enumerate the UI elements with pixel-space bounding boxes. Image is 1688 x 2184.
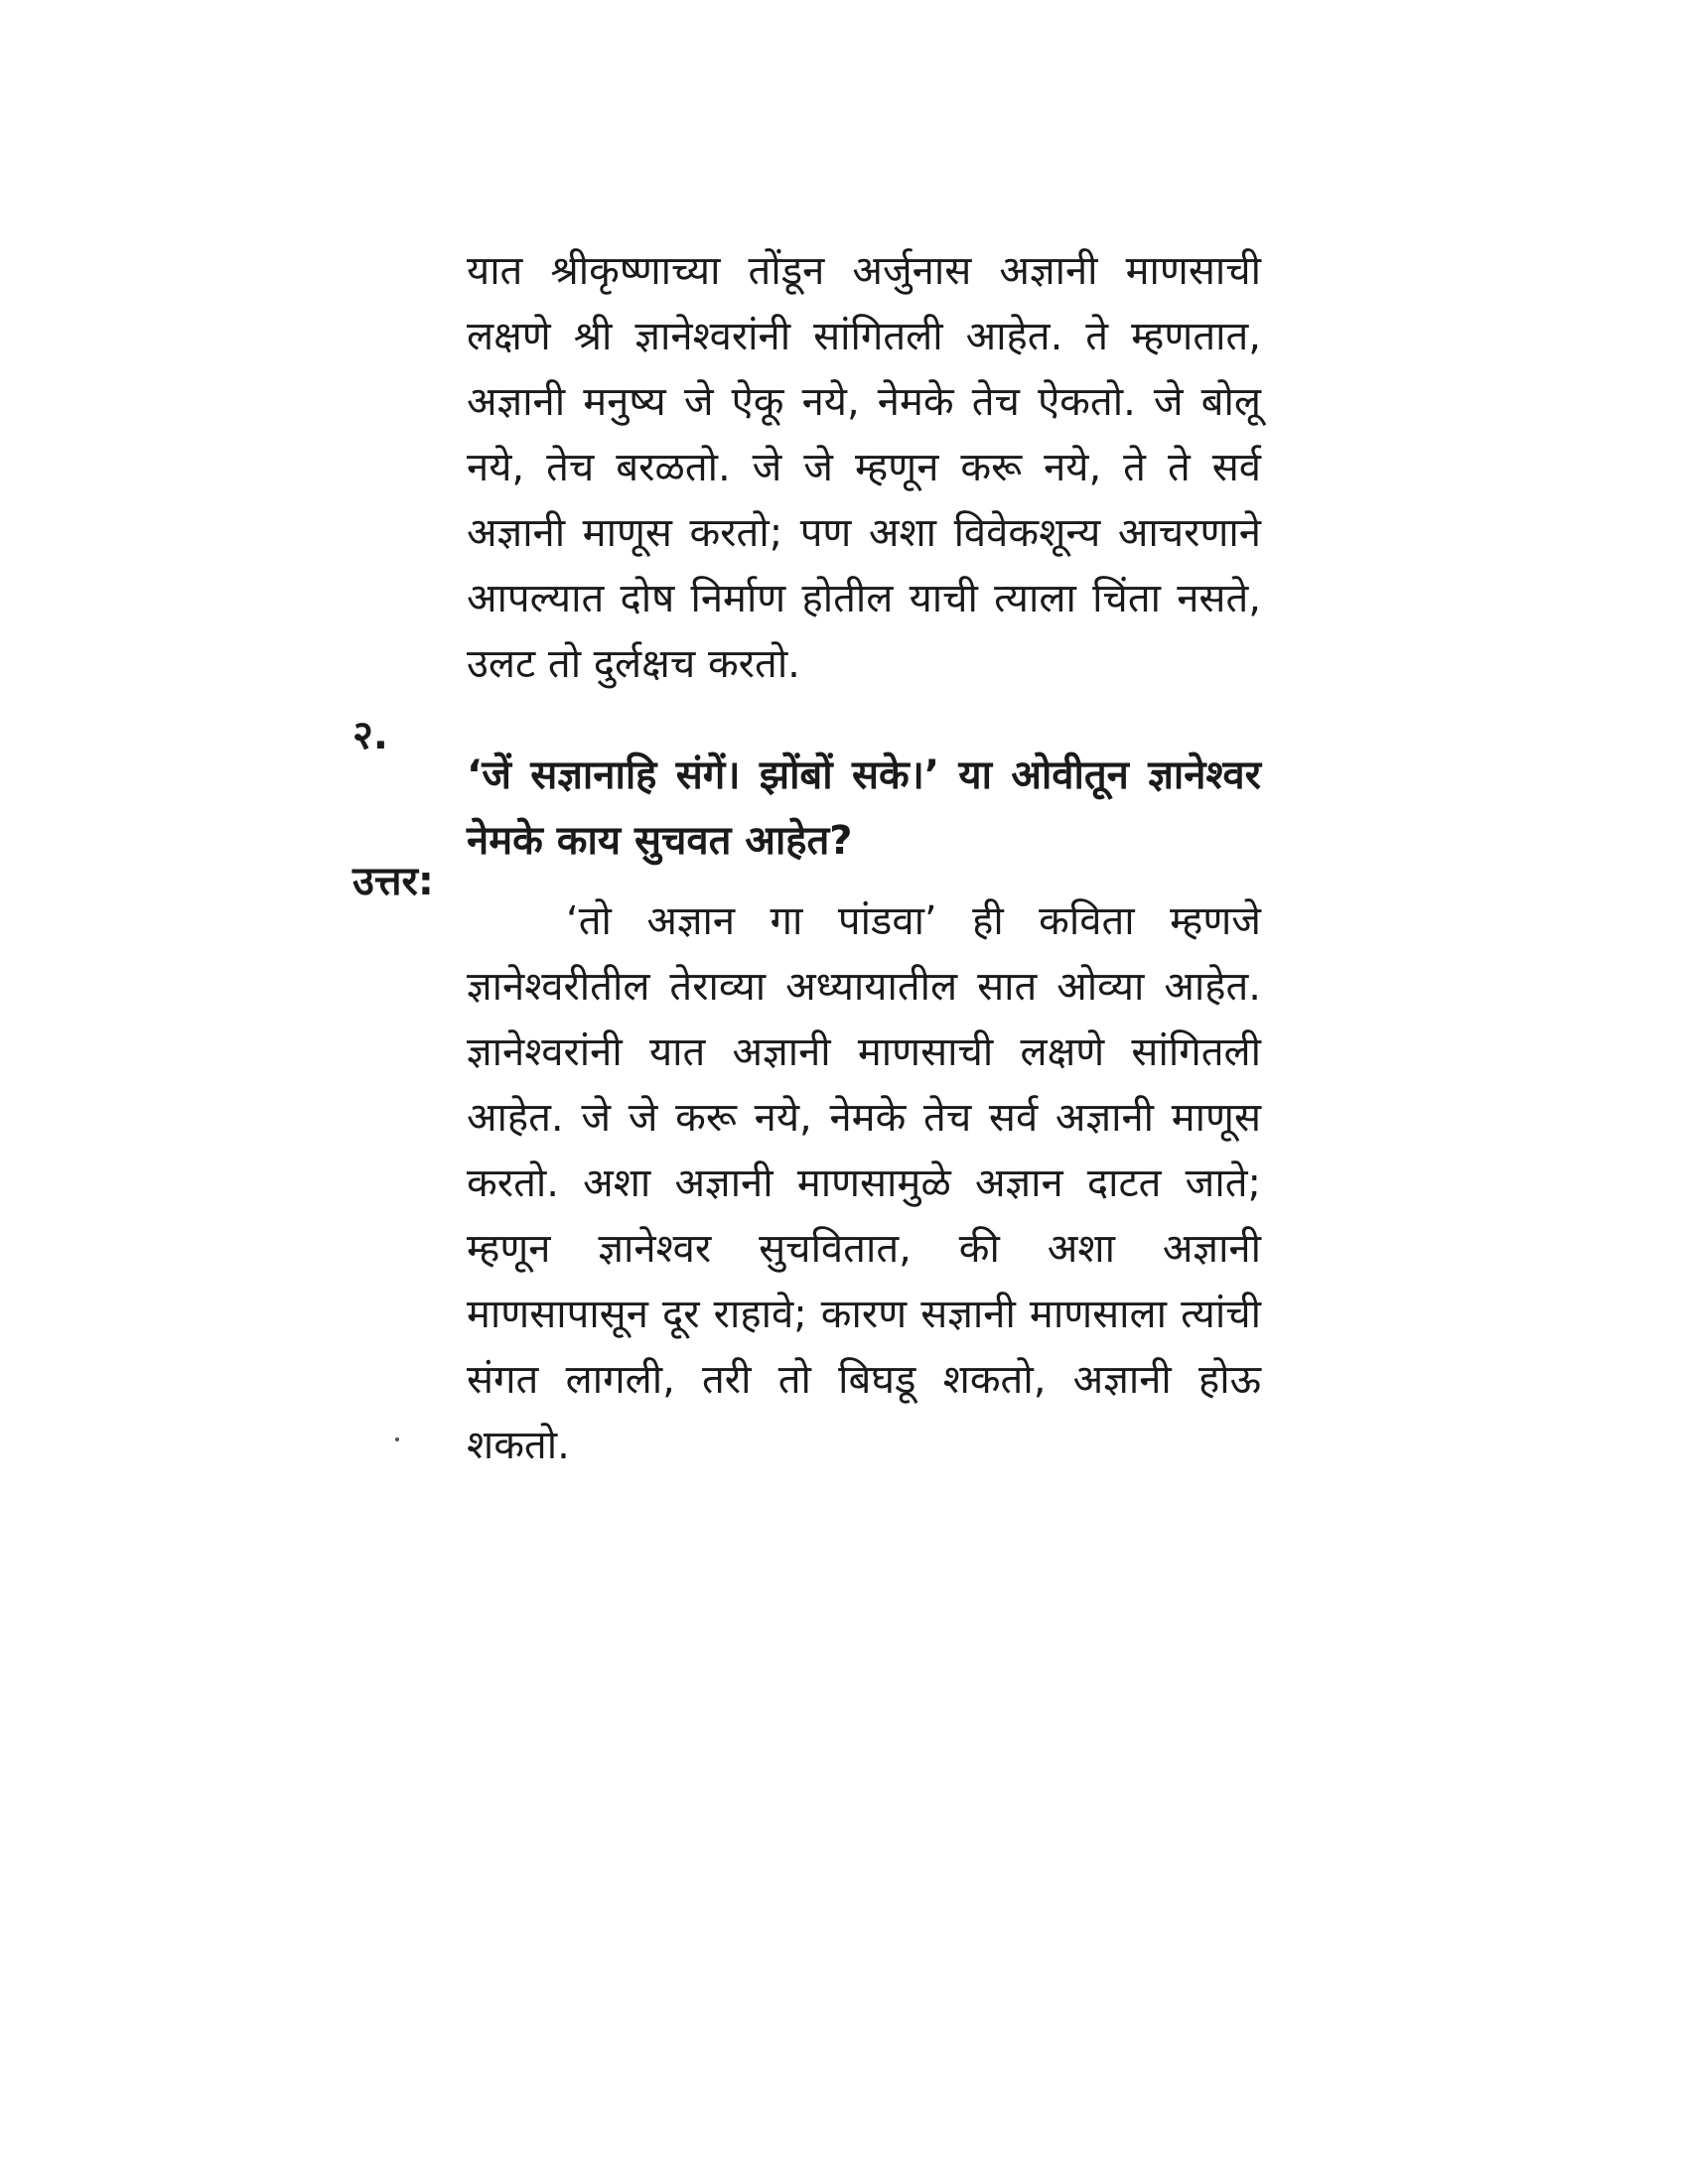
answer-text: ‘तो अज्ञान गा पांडवा’ ही कविता म्हणजे ज्ञानेश्वरीतील तेराव्या अध्यायातील सात ओव्या आहेत. ज्ञानेश्वरांनी यात अज्ञानी माणसाची लक्षणे सांगितली आहेत. जे जे करू नये, नेमके तेच सर्व अज्ञानी माणूस करतो. अशा अज्ञानी माणसामुळे अज्ञान दाटत जाते; म्हणून ज्ञानेश्वर सुचवितात, की अशा अज्ञानी माणसापासून दूर राहावे; कारण सज्ञानी माणसाला त्यांची संगत लागली, तरी तो बिघडू शकतो, अज्ञानी होऊ शकतो.	[467, 898, 1261, 1468]
scan-speck	[395, 1437, 399, 1441]
intro-paragraph: यात श्रीकृष्णाच्या तोंडून अर्जुनास अज्ञानी माणसाची लक्षणे श्री ज्ञानेश्वरांनी सांगितली आहेत. ते म्हणतात, अज्ञानी मनुष्य जे ऐकू नये, नेमके तेच ऐकतो. जे बोलू नये, तेच बरळतो. जे जे म्हणून करू नये, ते ते सर्व अज्ञानी माणूस करतो; पण अशा विवेकशून्य आचरणाने आपल्यात दोष निर्माण होतील याची त्याला चिंता नसते, उलट तो दुर्लक्षच करतो.	[467, 248, 1261, 687]
question-number: २.	[352, 713, 388, 758]
question-text: ‘जें सज्ञानाहि संगें। झोंबों सके।’ या ओवीतून ज्ञानेश्वर नेमके काय सुचवत आहेत?	[467, 752, 1261, 864]
answer-label: उत्तर:	[352, 859, 434, 904]
